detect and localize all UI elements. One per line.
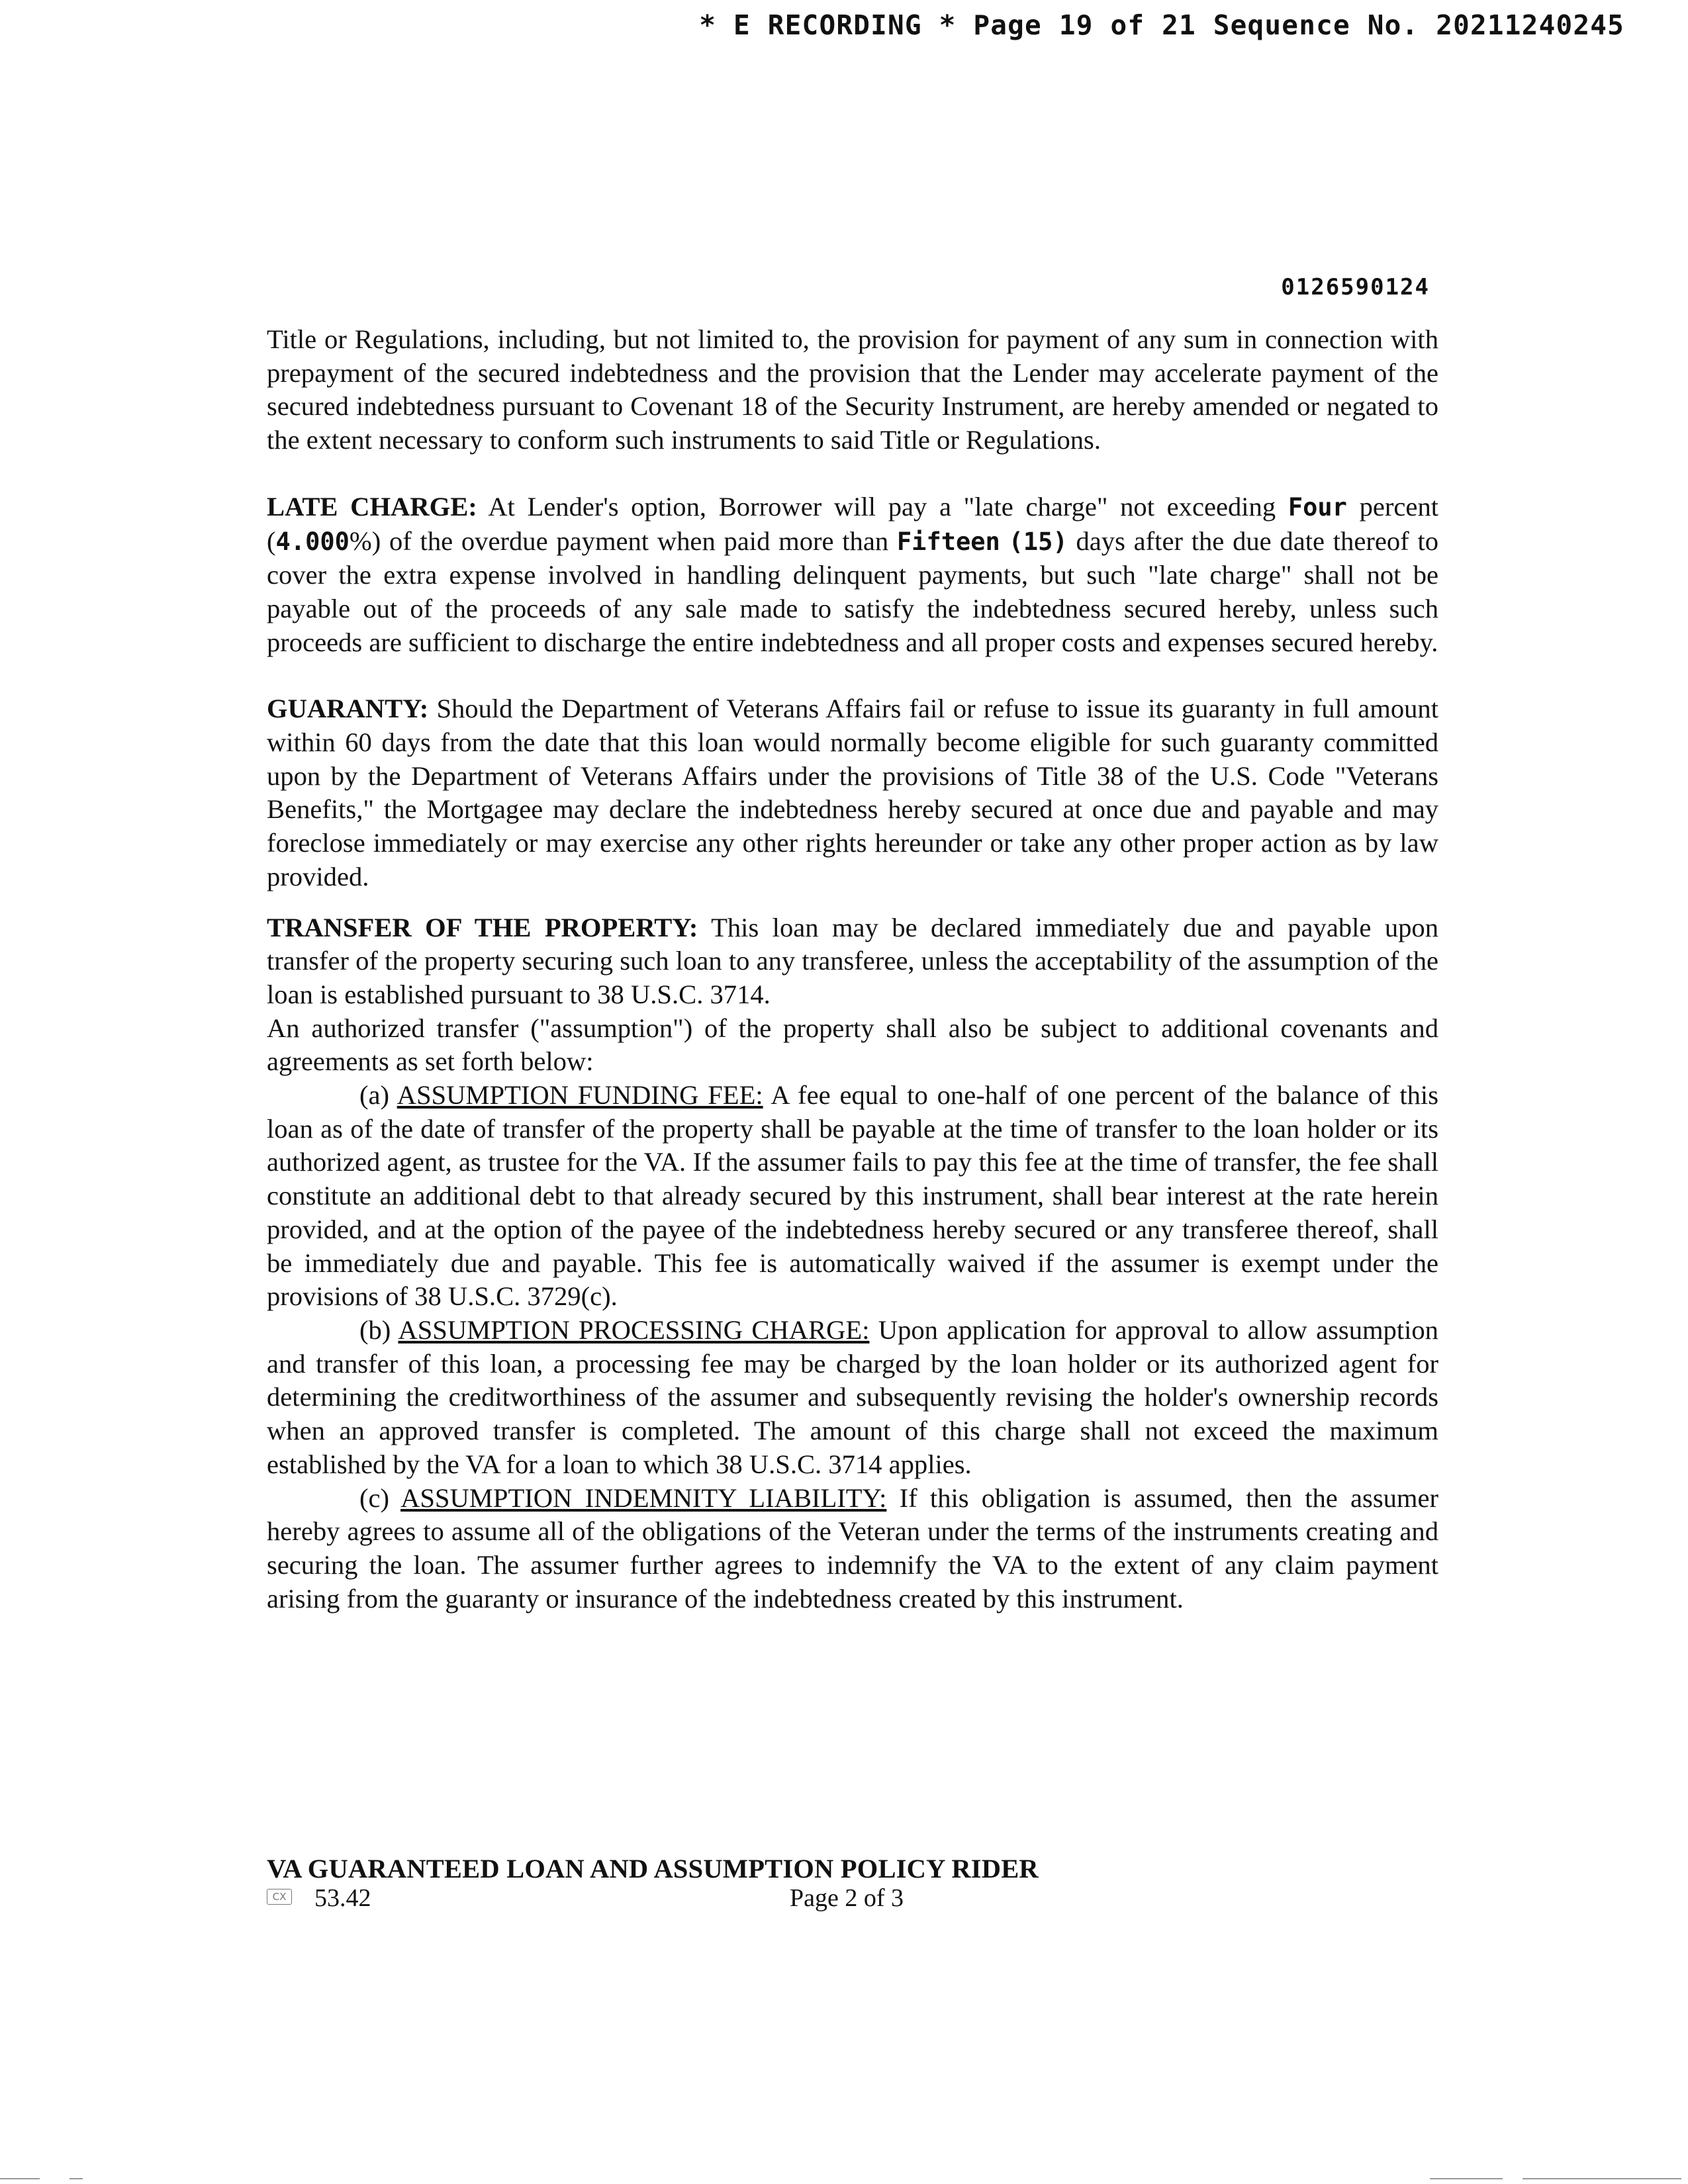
loan-number: 0126590124 <box>1281 274 1430 300</box>
footer-row <box>267 1884 1260 1914</box>
late-charge-percent-value: 4.000 <box>275 527 350 556</box>
late-charge-days-value: (15) <box>1008 527 1068 556</box>
scan-edge-mark <box>1523 2178 1681 2179</box>
form-number: 53.42 <box>314 1884 371 1912</box>
processing-charge-title: ASSUMPTION PROCESSING CHARGE: <box>398 1314 870 1345</box>
transfer-paragraph: TRANSFER OF THE PROPERTY: This loan may be declared immediately due and payable upon transfer of the property securing such loan to any transferee, unless the acceptability of the assumption of the loan is established pursuant to 38 U.S.C. 3714. <box>267 912 1439 1009</box>
transfer-heading: TRANSFER OF THE PROPERTY: <box>267 912 698 942</box>
funding-fee-title: ASSUMPTION FUNDING FEE: <box>397 1080 763 1111</box>
late-charge-percent-word: Four <box>1288 492 1347 522</box>
intro-paragraph: Title or Regulations, including, but not limited to, the provision for payment of any sum in connection with prepayment of the secured indebtedness and the provision that the Lender may accelerate payment of the secured indebtedness pursuant to Covenant 18 of the Security Instrument, are hereby amended or negated to the extent necessary to conform such instruments to said Title or Regulations. <box>267 324 1438 455</box>
indemnity-liability-paragraph: (c) ASSUMPTION INDEMNITY LIABILITY: If this obligation is assumed, then the assumer hereby agrees to assume all of the obligations of the Veteran under the terms of the instruments creating and securing the loan. The assumer further agrees to indemnify the VA to the extent of any claim payment arising from the guaranty or insurance of the indebtedness created by this instrument. <box>267 1482 1438 1614</box>
late-charge-paragraph: LATE CHARGE: At Lender's option, Borrower will pay a "late charge" not exceeding Four percent (4.000%) of the overdue payment when paid more than Fifteen (15) days after the due date thereof to cover the extra expense involved in handling delinquent payments, but such "late charge" shall not be payable out of the proceeds of any sale made to satisfy the indebtedness secured hereby, unless such proceeds are sufficient to discharge the entire indebtedness and all proper costs and expenses secured hereby. <box>267 491 1439 657</box>
guaranty-heading: GUARANTY: <box>267 694 429 724</box>
scan-edge-mark <box>0 2178 40 2179</box>
scan-edge-mark <box>1430 2178 1503 2179</box>
rider-body <box>267 323 1438 1615</box>
indemnity-liability-title: ASSUMPTION INDEMNITY LIABILITY: <box>400 1482 887 1513</box>
scan-edge-mark <box>70 2178 83 2179</box>
recording-header: * E RECORDING * Page 19 of 21 Sequence No. 20211240245 <box>699 9 1624 41</box>
footer-title: VA GUARANTEED LOAN AND ASSUMPTION POLICY RIDER <box>267 1854 1039 1884</box>
guaranty-paragraph: GUARANTY: Should the Department of Veterans Affairs fail or refuse to issue its guaranty in full amount within 60 days from the date that this loan would normally become eligible for such guaranty committed upon by the Department of Veterans Affairs under the provisions of Title 38 of the U.S. Code "Veterans Benefits," the Mortgagee may declare the indebtedness hereby secured at once due and payable and may foreclose immediately or may exercise any other rights hereunder or take any other proper action as by law provided. <box>267 694 1438 891</box>
processing-charge-paragraph: (b) ASSUMPTION PROCESSING CHARGE: Upon application for approval to allow assumption and transfer of this loan, a processing fee may be charged by the loan holder or its authorized agent for determining the creditworthiness of the assumer and subsequently revising the holder's ownership records when an approved transfer is completed. The amount of this charge shall not exceed the maximum established by the VA for a loan to which 38 U.S.C. 3714 applies. <box>267 1314 1438 1479</box>
late-charge-heading: LATE CHARGE: <box>267 491 477 522</box>
cx-form-icon: CX <box>267 1889 292 1905</box>
page-number: Page 2 of 3 <box>790 1884 904 1912</box>
late-charge-days-word: Fifteen <box>896 527 1000 556</box>
authorized-transfer-paragraph: An authorized transfer ("assumption") of the property shall also be subject to additional covenants and agreements as set forth below: <box>267 1013 1438 1077</box>
funding-fee-paragraph: (a) ASSUMPTION FUNDING FEE: A fee equal to one-half of one percent of the balance of this loan as of the date of transfer of the property shall be payable at the time of transfer to the loan holder or its authorized agent, as trustee for the VA. If the assumer fails to pay this fee at the time of transfer, the fee shall constitute an additional debt to that already secured by this instrument, shall bear interest at the rate herein provided, and at the option of the payee of the indebtedness hereby secured or any transferee thereof, shall be immediately due and payable. This fee is automatically waived if the assumer is exempt under the provisions of 38 U.S.C. 3729(c). <box>267 1080 1438 1312</box>
